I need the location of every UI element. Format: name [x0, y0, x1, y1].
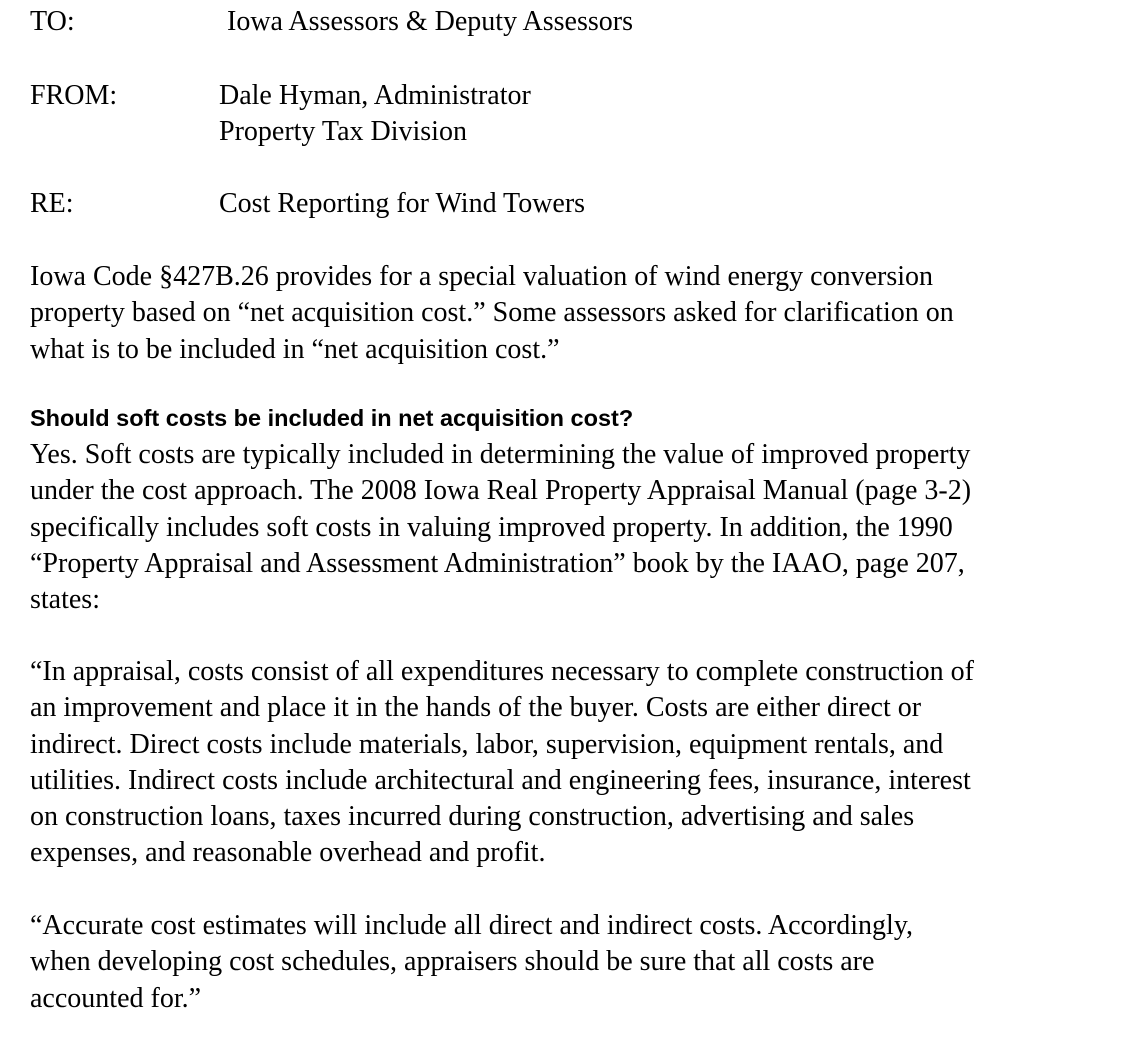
text-line: “Accurate cost estimates will include all direct and indirect costs. Accordingly, [30, 910, 913, 941]
text-line: “In appraisal, costs consist of all expenditures necessary to complete construction of [30, 656, 974, 687]
text-line: “Property Appraisal and Assessment Administration” book by the IAAO, page 207, [30, 547, 965, 579]
from-name: Dale Hyman, Administrator [219, 80, 531, 111]
text-line: property based on “net acquisition cost.” Some assessors asked for clarification on [30, 297, 954, 329]
text-line: Iowa Code §427B.26 provides for a special valuation of wind energy conversion [30, 261, 934, 292]
text-line: specifically includes soft costs in valuing improved property. In addition, the 1990 [30, 511, 953, 543]
to-label: TO: [30, 6, 75, 37]
text-line: states: [30, 584, 100, 616]
section-paragraph [30, 437, 1120, 618]
text-line: accounted for.” [30, 982, 202, 1014]
re-value: Cost Reporting for Wind Towers [219, 188, 586, 219]
text-line: under the cost approach. The 2008 Iowa Real Property Appraisal Manual (page 3-2) [30, 475, 972, 507]
text-line: expenses, and reasonable overhead and profit. [30, 837, 546, 869]
text-line: an improvement and place it in the hands of the buyer. Costs are either direct or [30, 692, 922, 724]
section-heading: Should soft costs be included in net acquisition cost? [30, 405, 634, 431]
to-value: Iowa Assessors & Deputy Assessors [227, 6, 633, 37]
from-division: Property Tax Division [219, 116, 467, 147]
text-line: Yes. Soft costs are typically included in determining the value of improved property [30, 439, 971, 470]
from-label: FROM: [30, 80, 118, 111]
text-line: on construction loans, taxes incurred during construction, advertising and sales [30, 801, 915, 833]
text-line: what is to be included in “net acquisition cost.” [30, 333, 560, 365]
text-line: utilities. Indirect costs include architectural and engineering fees, insurance, interest [30, 764, 971, 796]
text-line: when developing cost schedules, appraisers should be sure that all costs are [30, 946, 875, 978]
quote-paragraph-1 [30, 654, 1120, 872]
intro-paragraph [30, 259, 1120, 368]
text-line: indirect. Direct costs include materials, labor, supervision, equipment rentals, and [30, 728, 944, 760]
re-label: RE: [30, 188, 74, 219]
quote-paragraph-2 [30, 908, 1120, 1017]
